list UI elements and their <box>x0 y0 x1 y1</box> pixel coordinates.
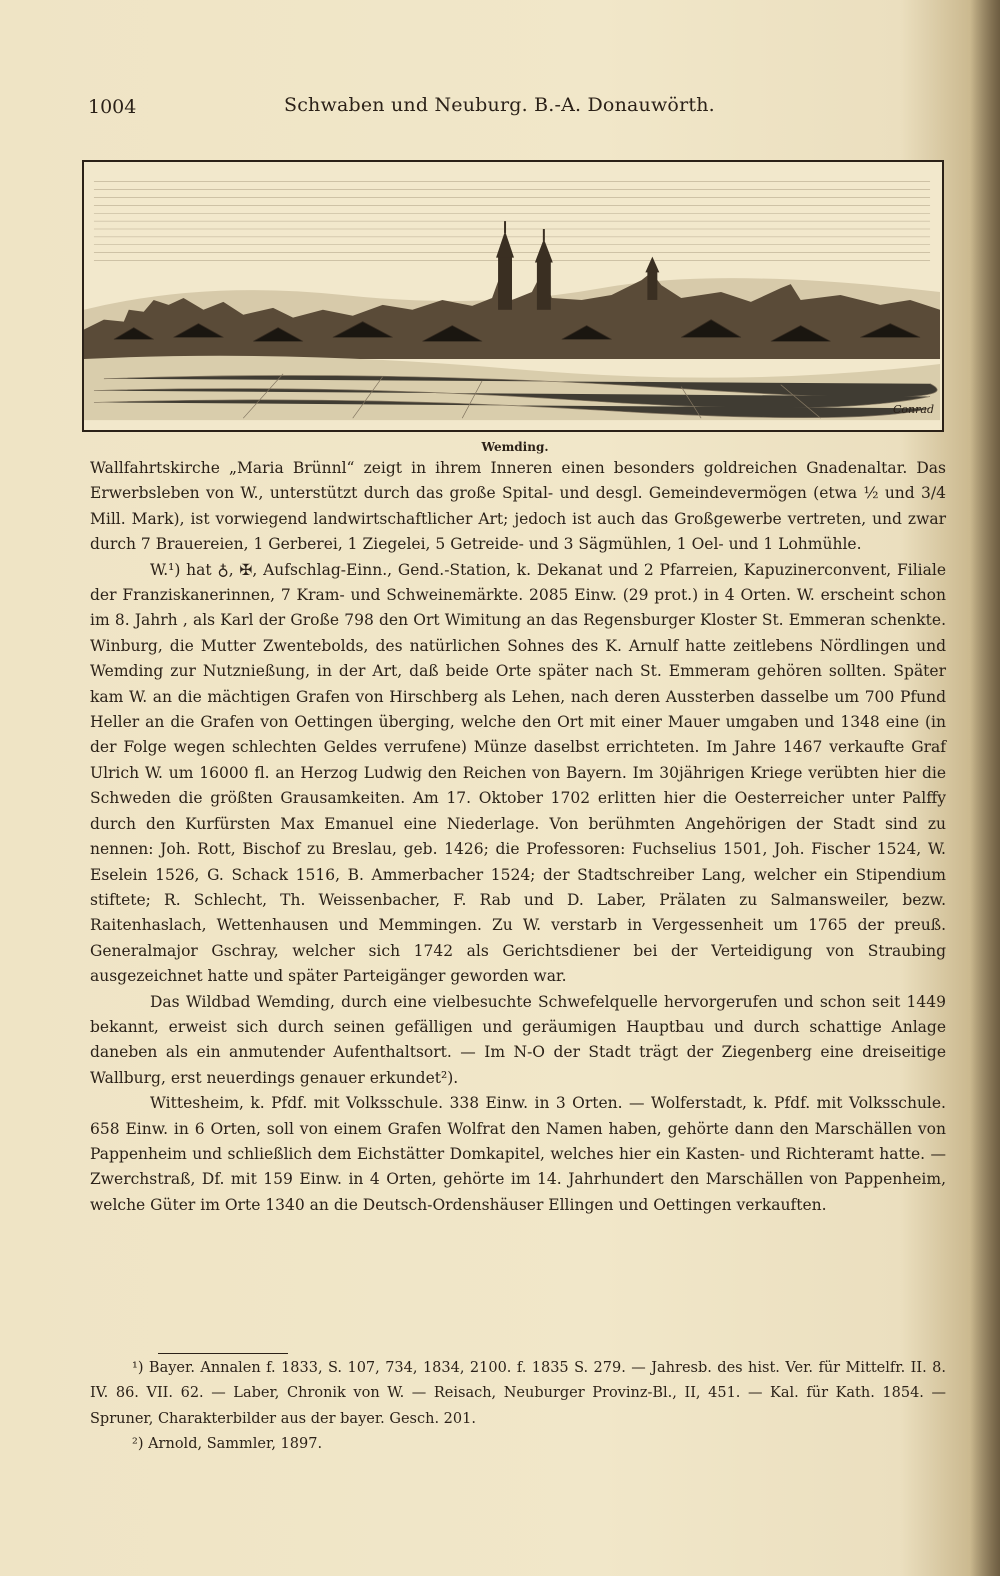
page-edge-shadow <box>970 0 1000 1576</box>
engraver-signature: Conrad <box>893 403 934 416</box>
footnote-divider <box>158 1353 288 1354</box>
illustration-caption: Wemding. <box>481 440 549 454</box>
town-panorama-drawing <box>84 162 942 430</box>
paragraph: Wallfahrtskirche „Maria Brünnl“ zeigt in ihrem Inneren einen besonders goldreichen Gnadenaltar. Das Erwerbsleben von W., unterstützt durch das große Spital- und desgl. Gemeindevermögen (etwa ½ und 3/4 Mill. Mark), ist vorwiegend landwirtschaftlicher Art; jedoch ist auch das Großgewerbe vertreten, und zwar durch 7 Brauereien, 1 Gerberei, 1 Ziegelei, 5 Getreide- und 3 Sägmühlen, 1 Oel- und 1 Lohmühle. <box>90 459 946 554</box>
footnote: ¹) Bayer. Annalen f. 1833, S. 107, 734, 1834, 2100. f. 1835 S. 279. — Jahresb. des hist. Ver. für Mittelfr. II. 8. IV. 86. VII. 62. — Laber, Chronik von W. — Reisach, Neuburger Provinz-Bl., II, 451. — Kal. für Kath. 1854. — Spruner, Charakterbilder aus der bayer. Gesch. 201. <box>90 1360 946 1427</box>
running-head: Schwaben und Neuburg. B.-A. Donauwörth. <box>284 94 715 116</box>
paragraph: Das Wildbad Wemding, durch eine vielbesuchte Schwefelquelle hervorgerufen und schon seit 1449 bekannt, erweist sich durch seinen gefälligen und geräumigen Hauptbau und durch schattige Anlage daneben als ein anmutender Aufenthaltsort. — Im N-O der Stadt trägt der Ziegenberg eine dreiseitige Wallburg, erst neuerdings genauer erkundet²). <box>90 992 946 1087</box>
page-header <box>88 92 950 124</box>
body-text <box>90 456 946 1218</box>
page-number: 1004 <box>88 96 137 118</box>
town-engraving <box>82 160 944 432</box>
footnotes <box>90 1356 946 1458</box>
footnote: ²) Arnold, Sammler, 1897. <box>132 1436 323 1453</box>
paragraph: Wittesheim, k. Pfdf. mit Volksschule. 338 Einw. in 3 Orten. — Wolferstadt, k. Pfdf. mit Volksschule. 658 Einw. in 6 Orten, soll von einem Grafen Wolfrat den Namen haben, gehörte dann den Marschällen von Pappenheim und schließlich dem Eichstätter Domkapitel, welches hier ein Kasten- und Richteramt hatte. — Zwerchstraß, Df. mit 159 Einw. in 4 Orten, gehörte im 14. Jahrhundert den Marschällen von Pappenheim, welche Güter im Orte 1340 an die Deutsch-Ordenshäuser Ellingen und Oettingen verkauften. <box>90 1094 946 1214</box>
paragraph: W.¹) hat ♁, ✠, Aufschlag-Einn., Gend.-Station, k. Dekanat und 2 Pfarreien, Kapuzinerconvent, Filiale der Franziskanerinnen, 7 Kram- und Schweinemärkte. 2085 Einw. (29 prot.) in 4 Orten. W. erscheint schon im 8. Jahrh , als Karl der Große 798 den Ort Wimitung an das Regensburger Kloster St. Emmeran schenkte. Winburg, die Mutter Zwentebolds, des natürlichen Sohnes des K. Arnulf hatte zeitlebens Nördlingen und Wemding zur Nutznießung, in der Art, daß beide Orte später nach St. Emmeram gehören sollten. Später kam W. an die mächtigen Grafen von Hirschberg als Lehen, nach deren Aussterben dasselbe um 700 Pfund Heller an die Grafen von Oettingen überging, welche den Ort mit einer Mauer umgaben und 1348 eine (in der Folge wegen schlechten Geldes verrufene) Münze daselbst errichteten. Im Jahre 1467 verkaufte Graf Ulrich W. um 16000 fl. an Herzog Ludwig den Reichen von Bayern. Im 30jährigen Kriege verübten hier die Schweden die größten Grausamkeiten. Am 17. Oktober 1702 erlitten hier die Oesterreicher unter Palffy durch den Kurfürsten Max Emanuel eine Niederlage. Von berühmten Angehörigen der Stadt sind zu nennen: Joh. Rott, Bischof zu Breslau, geb. 1426; die Professoren: Fuchselius 1501, Joh. Fischer 1524, W. Eselein 1526, G. Schack 1516, B. Ammerbacher 1524; der Stadtschreiber Lang, welcher ein Stipendium stiftete; R. Schlecht, Th. Weissenbacher, F. Rab und D. Laber, Prälaten zu Salmansweiler, bezw. Raitenhaslach, Wettenhausen und Memmingen. Zu W. verstarb in Vergessenheit um 1765 der preuß. Generalmajor Gschray, welcher sich 1742 als Gerichtsdiener bei der Verteidigung von Straubing ausgezeichnet hatte und später Parteigänger geworden war. <box>90 560 946 986</box>
